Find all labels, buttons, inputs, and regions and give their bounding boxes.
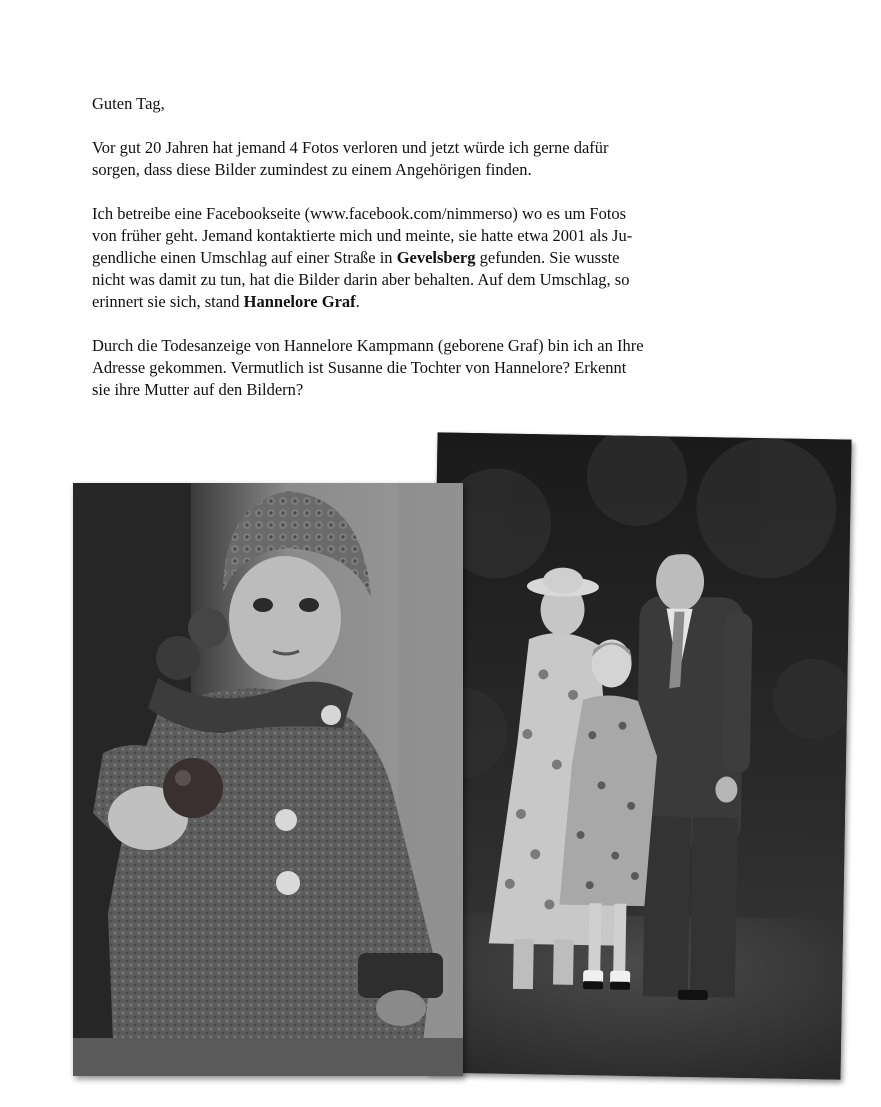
family-portrait-image — [426, 432, 851, 1079]
paragraph2-part3: . — [355, 292, 360, 311]
place-gevelsberg: Gevelsberg — [396, 248, 476, 267]
paragraph2-part2: gefunden. Sie wusste nicht was damit zu tun, hat die Bilder darin aber behalten. Auf dem Umschlag, so erinnert sie sich, stand — [92, 248, 630, 311]
child-portrait-photo — [73, 483, 463, 1076]
family-portrait-photo — [426, 432, 851, 1079]
paragraph2-part1: Ich betreibe eine Facebookseite (www.facebook.com/nimmerso) wo es um Fotos von früher geht. Jemand kontaktierte mich und meinte, sie hatte etwa 2001 als Ju- gendliche einen Umschlag auf einer Straße in — [92, 204, 633, 267]
greeting: Guten Tag, — [92, 94, 165, 113]
paragraph-facebook-story — [92, 203, 752, 313]
child-portrait-image — [73, 483, 463, 1076]
name-hannelore-graf: Hannelore Graf — [243, 292, 356, 311]
paragraph-lost-photos: Vor gut 20 Jahren hat jemand 4 Fotos verloren und jetzt würde ich gerne dafür sorgen, dass diese Bilder zumindest zu einem Angehörigen finden. — [92, 138, 609, 179]
letter-text — [92, 93, 752, 423]
paragraph-obituary: Durch die Todesanzeige von Hannelore Kampmann (geborene Graf) bin ich an Ihre Adresse gekommen. Vermutlich ist Susanne die Tochter von Hannelore? Erkennt sie ihre Mutter auf den Bildern? — [92, 336, 644, 399]
